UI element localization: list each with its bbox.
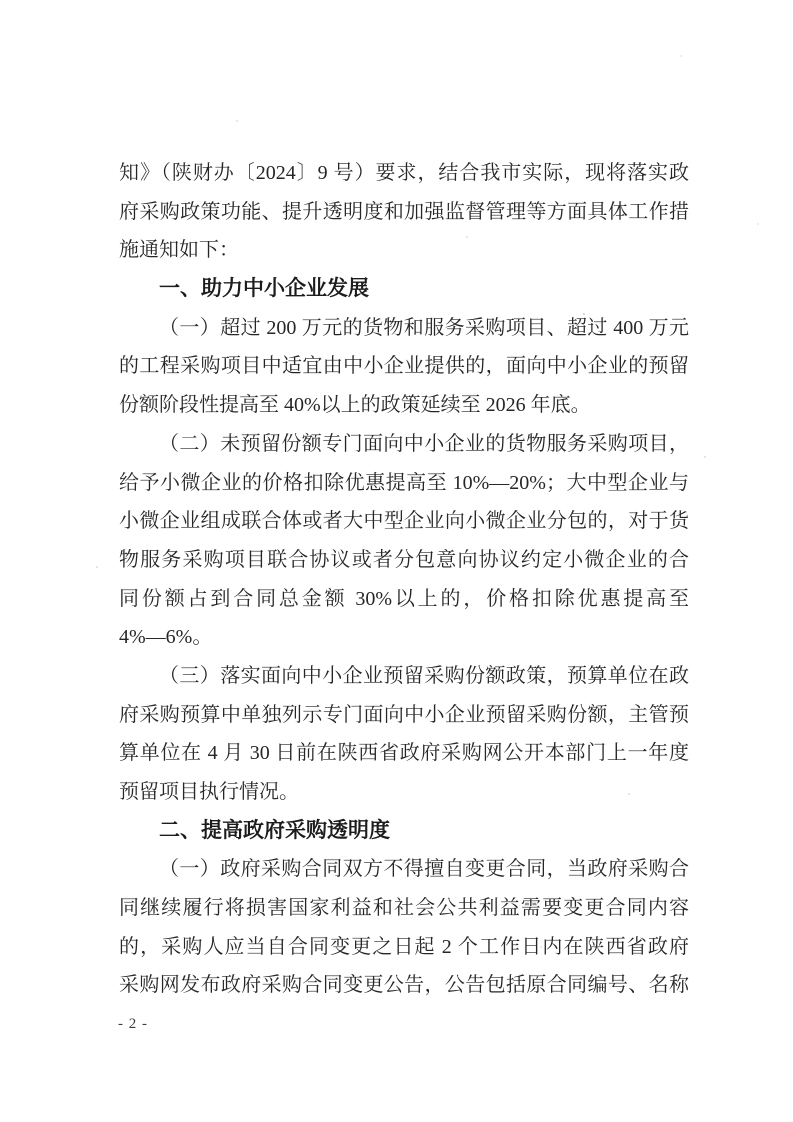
body-text-line: 府采购政策功能、提升透明度和加强监督管理等方面具体工作措 [119, 200, 689, 223]
section-heading: 一、助力中小企业发展 [159, 277, 369, 301]
body-text-line: 给予小微企业的价格扣除优惠提高至 10%—20%；大中型企业与 [119, 471, 689, 494]
body-text-line: 算单位在 4 月 30 日前在陕西省政府采购网公开本部门上一年度 [119, 742, 689, 765]
body-text-line: 知》（陕财办〔2024〕9 号）要求，结合我市实际，现将落实政 [119, 162, 689, 184]
body-text-line: （一）超过 200 万元的货物和服务采购项目、超过 400 万元 [159, 316, 689, 339]
body-text-line: 同继续履行将损害国家利益和社会公共利益需要变更合同内容 [119, 897, 689, 920]
body-text-line: 施通知如下： [119, 239, 239, 262]
body-text-line: 物服务采购项目联合协议或者分包意向协议约定小微企业的合 [119, 548, 689, 571]
body-text-line: （三）落实面向中小企业预留采购份额政策，预算单位在政 [159, 664, 689, 687]
body-text-line: 采购网发布政府采购合同变更公告，公告包括原合同编号、名称 [119, 974, 689, 997]
body-text-line: 府采购预算中单独列示专门面向中小企业预留采购份额，主管预 [119, 703, 689, 726]
body-text-line: 同份额占到合同总金额 30%以上的，价格扣除优惠提高至 [119, 587, 689, 610]
body-text-line: 预留项目执行情况。 [119, 781, 299, 803]
body-text-line: （二）未预留份额专门面向中小企业的货物服务采购项目， [159, 432, 689, 455]
body-text-line: 的，采购人应当自合同变更之日起 2 个工作日内在陕西省政府 [119, 935, 689, 958]
document-text-body [119, 154, 689, 1005]
body-text-line: 的工程采购项目中适宜由中小企业提供的，面向中小企业的预留 [119, 355, 689, 378]
body-text-line: 小微企业组成联合体或者大中型企业向小微企业分包的，对于货 [119, 510, 689, 533]
body-text-line: （一）政府采购合同双方不得擅自变更合同，当政府采购合 [159, 858, 689, 881]
page-number: - 2 - [118, 1016, 148, 1032]
body-text-line: 份额阶段性提高至 40%以上的政策延续至 2026 年底。 [119, 394, 591, 417]
body-text-line: 4%—6%。 [119, 626, 213, 649]
section-heading: 二、提高政府采购透明度 [159, 818, 390, 842]
